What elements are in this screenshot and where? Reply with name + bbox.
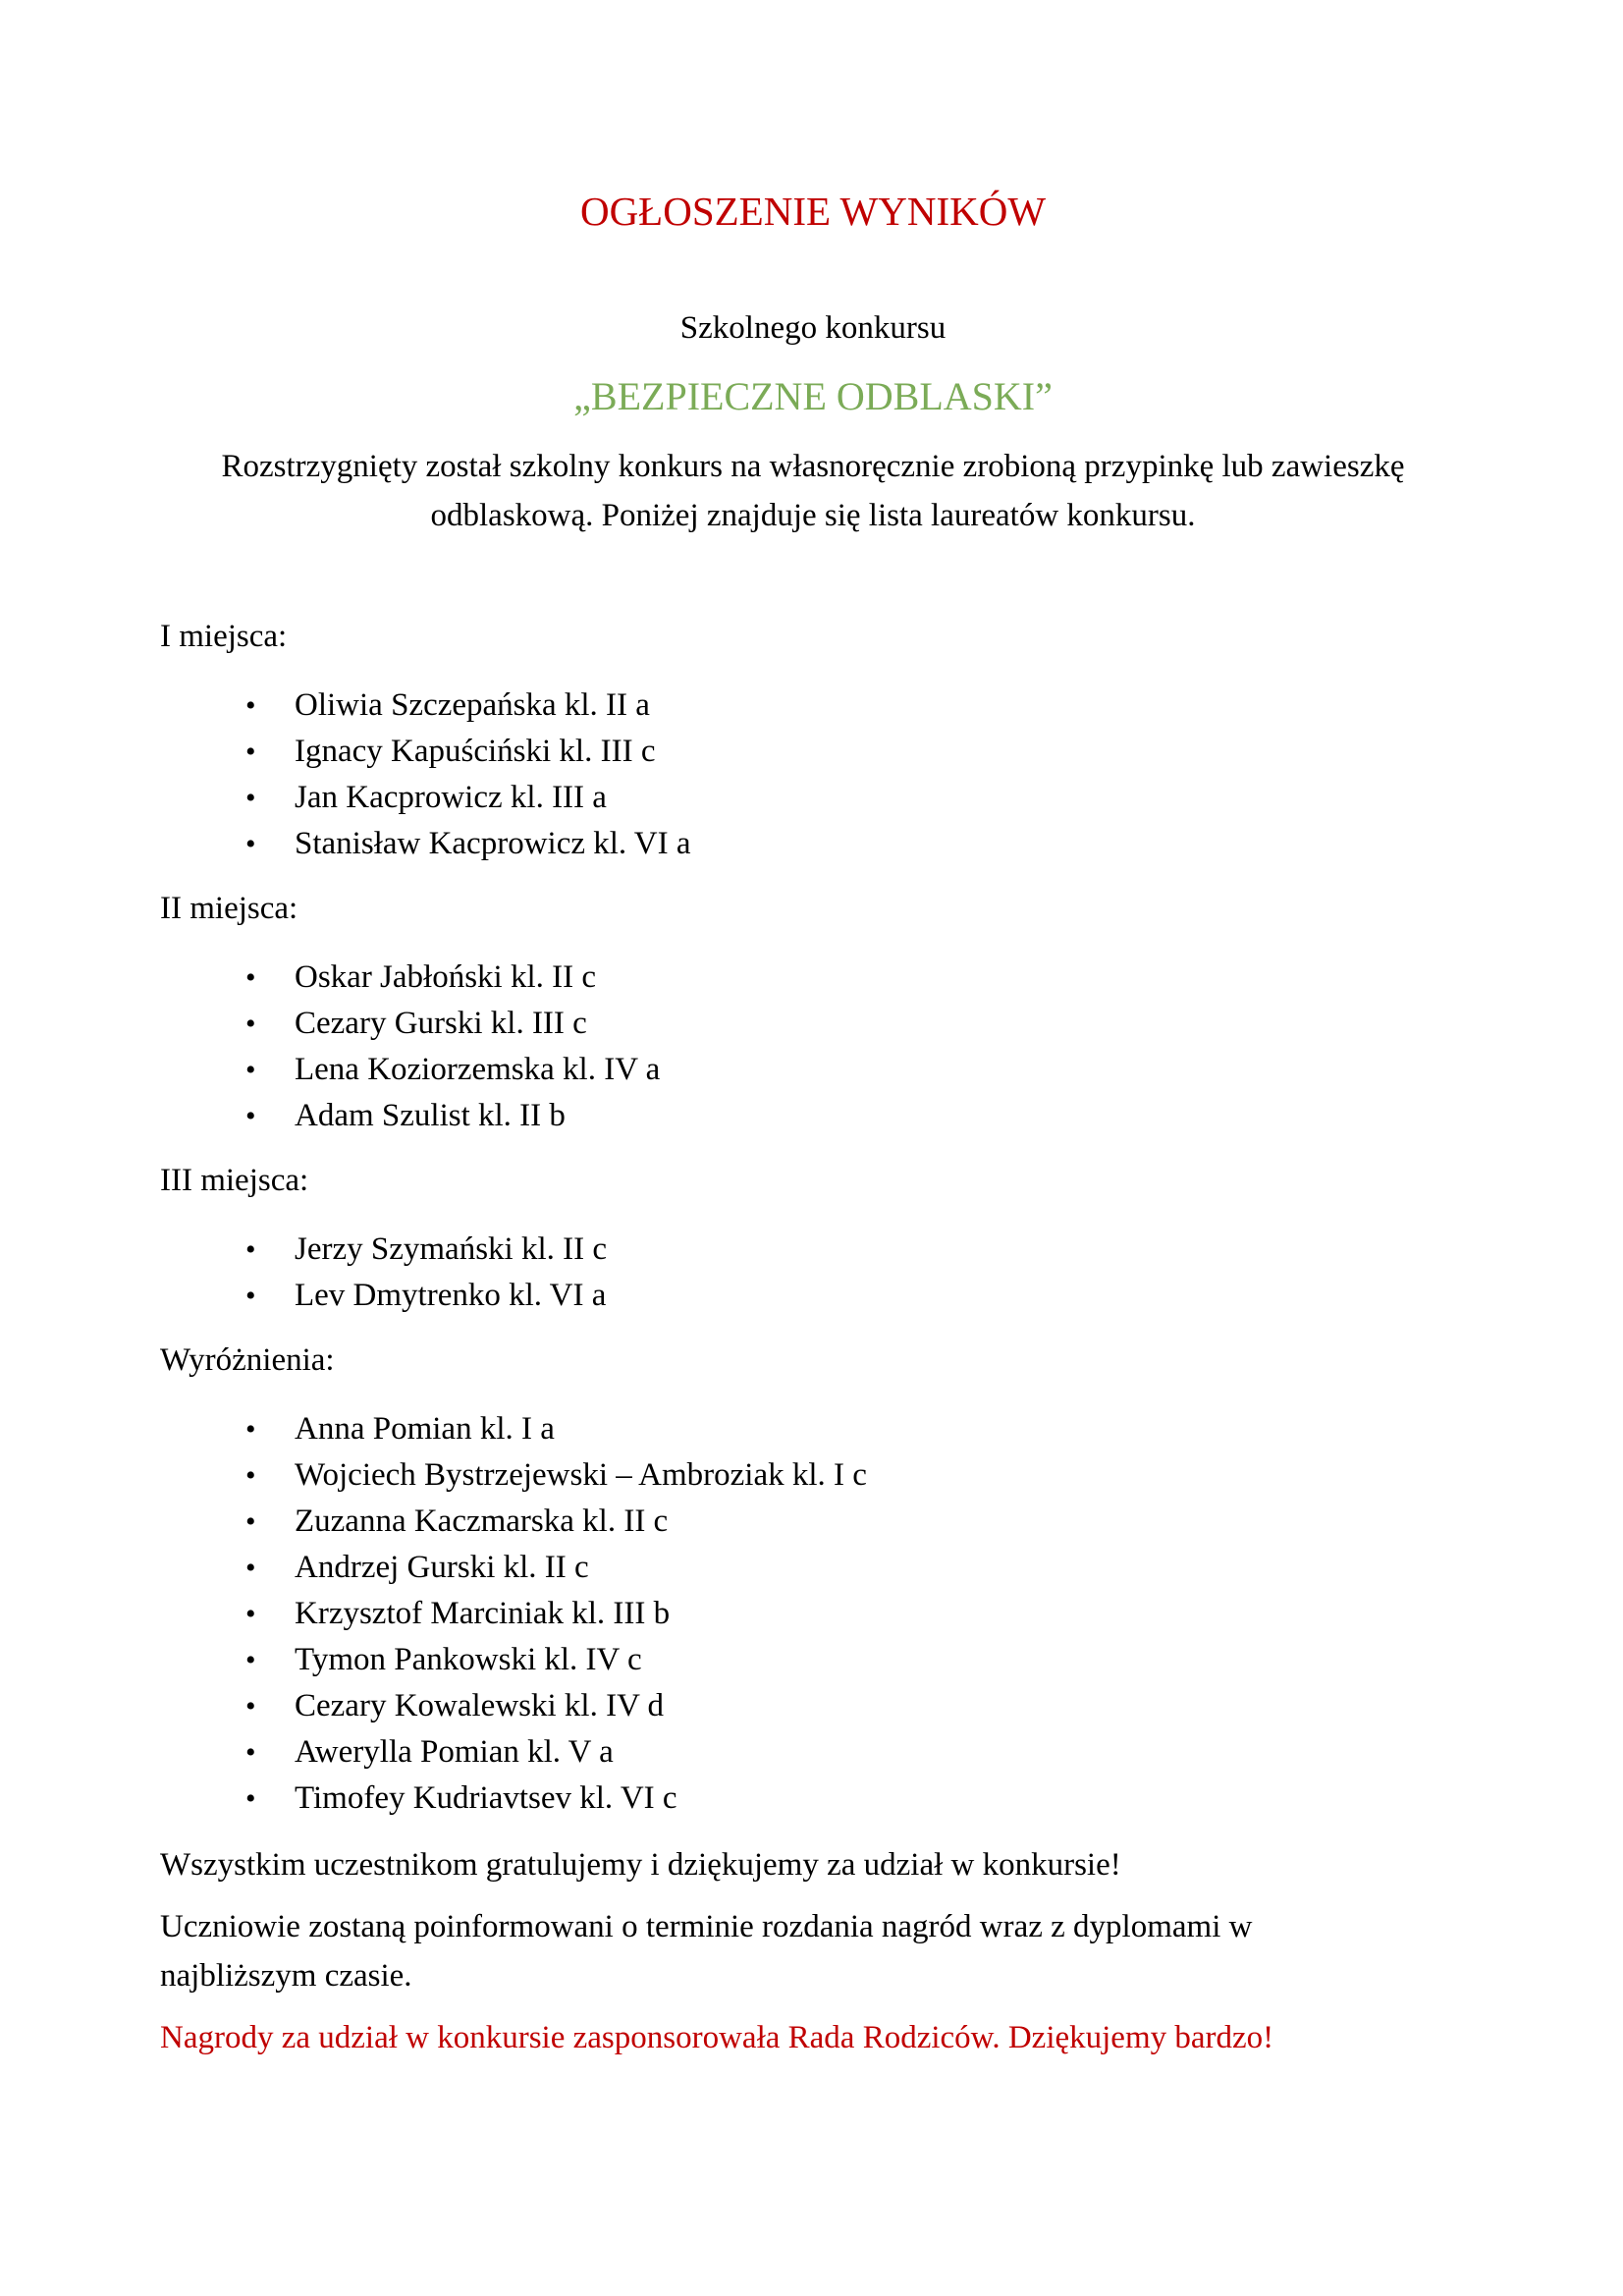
list-item bbox=[160, 729, 1466, 775]
list-item bbox=[160, 821, 1466, 867]
list-item bbox=[160, 775, 1466, 821]
closing-info: Uczniowie zostaną poinformowani o terminie rozdania nagród wraz z dyplomami w najbliższym czasie. bbox=[160, 1909, 1253, 1994]
intro-paragraph: Rozstrzygnięty został szkolny konkurs na własnoręcznie zrobioną przypinkę lub zawieszkę odblaskową. Poniżej znajduje się lista laureatów konkursu. bbox=[221, 449, 1405, 533]
list-item bbox=[160, 955, 1466, 1001]
list-item-text: Tymon Pankowski kl. IV c bbox=[295, 1642, 642, 1677]
list-item bbox=[160, 1545, 1466, 1591]
list-item-text: Cezary Kowalewski kl. IV d bbox=[295, 1688, 665, 1723]
list-item-text: Cezary Gurski kl. III c bbox=[295, 1006, 587, 1041]
winner-list bbox=[160, 1406, 1466, 1822]
bullet-icon: • bbox=[245, 689, 256, 722]
bullet-icon: • bbox=[245, 1644, 256, 1676]
list-item-text: Anna Pomian kl. I a bbox=[295, 1411, 555, 1447]
list-item bbox=[160, 1499, 1466, 1545]
list-item bbox=[160, 1227, 1466, 1273]
bullet-icon: • bbox=[245, 1598, 256, 1630]
bullet-icon: • bbox=[245, 1552, 256, 1584]
list-item bbox=[160, 1637, 1466, 1683]
list-item-text: Awerylla Pomian kl. V a bbox=[295, 1734, 614, 1770]
list-item bbox=[160, 1591, 1466, 1637]
bullet-icon: • bbox=[245, 828, 256, 860]
list-item-text: Oskar Jabłoński kl. II c bbox=[295, 959, 597, 995]
section-second-place bbox=[160, 886, 1466, 1139]
bullet-icon: • bbox=[245, 1280, 256, 1312]
list-item-text: Oliwia Szczepańska kl. II a bbox=[295, 687, 650, 723]
winner-list bbox=[160, 955, 1466, 1139]
list-item-text: Ignacy Kapuściński kl. III c bbox=[295, 734, 656, 769]
bullet-icon: • bbox=[245, 1782, 256, 1815]
section-heading: II miejsca: bbox=[160, 891, 298, 926]
list-item-text: Jerzy Szymański kl. II c bbox=[295, 1231, 607, 1267]
bullet-icon: • bbox=[245, 782, 256, 814]
section-honorable-mentions bbox=[160, 1338, 1466, 1822]
list-item bbox=[160, 1273, 1466, 1319]
contest-name: „BEZPIECZNE ODBLASKI” bbox=[573, 374, 1053, 418]
bullet-icon: • bbox=[245, 961, 256, 994]
section-heading: III miejsca: bbox=[160, 1163, 309, 1198]
winner-list bbox=[160, 683, 1466, 867]
bullet-icon: • bbox=[245, 1505, 256, 1538]
bullet-icon: • bbox=[245, 1690, 256, 1722]
section-first-place bbox=[160, 614, 1466, 867]
winner-list bbox=[160, 1227, 1466, 1319]
list-item bbox=[160, 1406, 1466, 1452]
list-item bbox=[160, 1776, 1466, 1822]
bullet-icon: • bbox=[245, 736, 256, 768]
list-item bbox=[160, 1452, 1466, 1499]
list-item-text: Adam Szulist kl. II b bbox=[295, 1098, 566, 1133]
page-title: OGŁOSZENIE WYNIKÓW bbox=[579, 189, 1047, 234]
bullet-icon: • bbox=[245, 1459, 256, 1492]
list-item bbox=[160, 1683, 1466, 1729]
bullet-icon: • bbox=[245, 1736, 256, 1769]
list-item-text: Stanisław Kacprowicz kl. VI a bbox=[295, 826, 691, 861]
list-item bbox=[160, 1093, 1466, 1139]
section-third-place bbox=[160, 1158, 1466, 1319]
list-item-text: Zuzanna Kaczmarska kl. II c bbox=[295, 1503, 669, 1539]
list-item bbox=[160, 1729, 1466, 1776]
subtitle: Szkolnego konkursu bbox=[679, 310, 947, 346]
list-item-text: Lev Dmytrenko kl. VI a bbox=[295, 1278, 607, 1313]
section-heading: I miejsca: bbox=[160, 619, 288, 654]
section-heading: Wyróżnienia: bbox=[160, 1342, 335, 1378]
bullet-icon: • bbox=[245, 1054, 256, 1086]
sponsor-note: Nagrody za udział w konkursie zasponsorowała Rada Rodziców. Dziękujemy bardzo! bbox=[160, 2020, 1274, 2055]
list-item bbox=[160, 683, 1466, 729]
list-item-text: Timofey Kudriavtsev kl. VI c bbox=[295, 1780, 677, 1816]
closing-congratulations: Wszystkim uczestnikom gratulujemy i dziękujemy za udział w konkursie! bbox=[160, 1847, 1121, 1883]
bullet-icon: • bbox=[245, 1008, 256, 1040]
list-item-text: Andrzej Gurski kl. II c bbox=[295, 1550, 589, 1585]
bullet-icon: • bbox=[245, 1100, 256, 1132]
list-item bbox=[160, 1047, 1466, 1093]
bullet-icon: • bbox=[245, 1233, 256, 1266]
list-item-text: Wojciech Bystrzejewski – Ambroziak kl. I c bbox=[295, 1457, 867, 1493]
list-item bbox=[160, 1001, 1466, 1047]
bullet-icon: • bbox=[245, 1413, 256, 1446]
list-item-text: Krzysztof Marciniak kl. III b bbox=[295, 1596, 671, 1631]
list-item-text: Lena Koziorzemska kl. IV a bbox=[295, 1052, 661, 1087]
list-item-text: Jan Kacprowicz kl. III a bbox=[295, 780, 607, 815]
